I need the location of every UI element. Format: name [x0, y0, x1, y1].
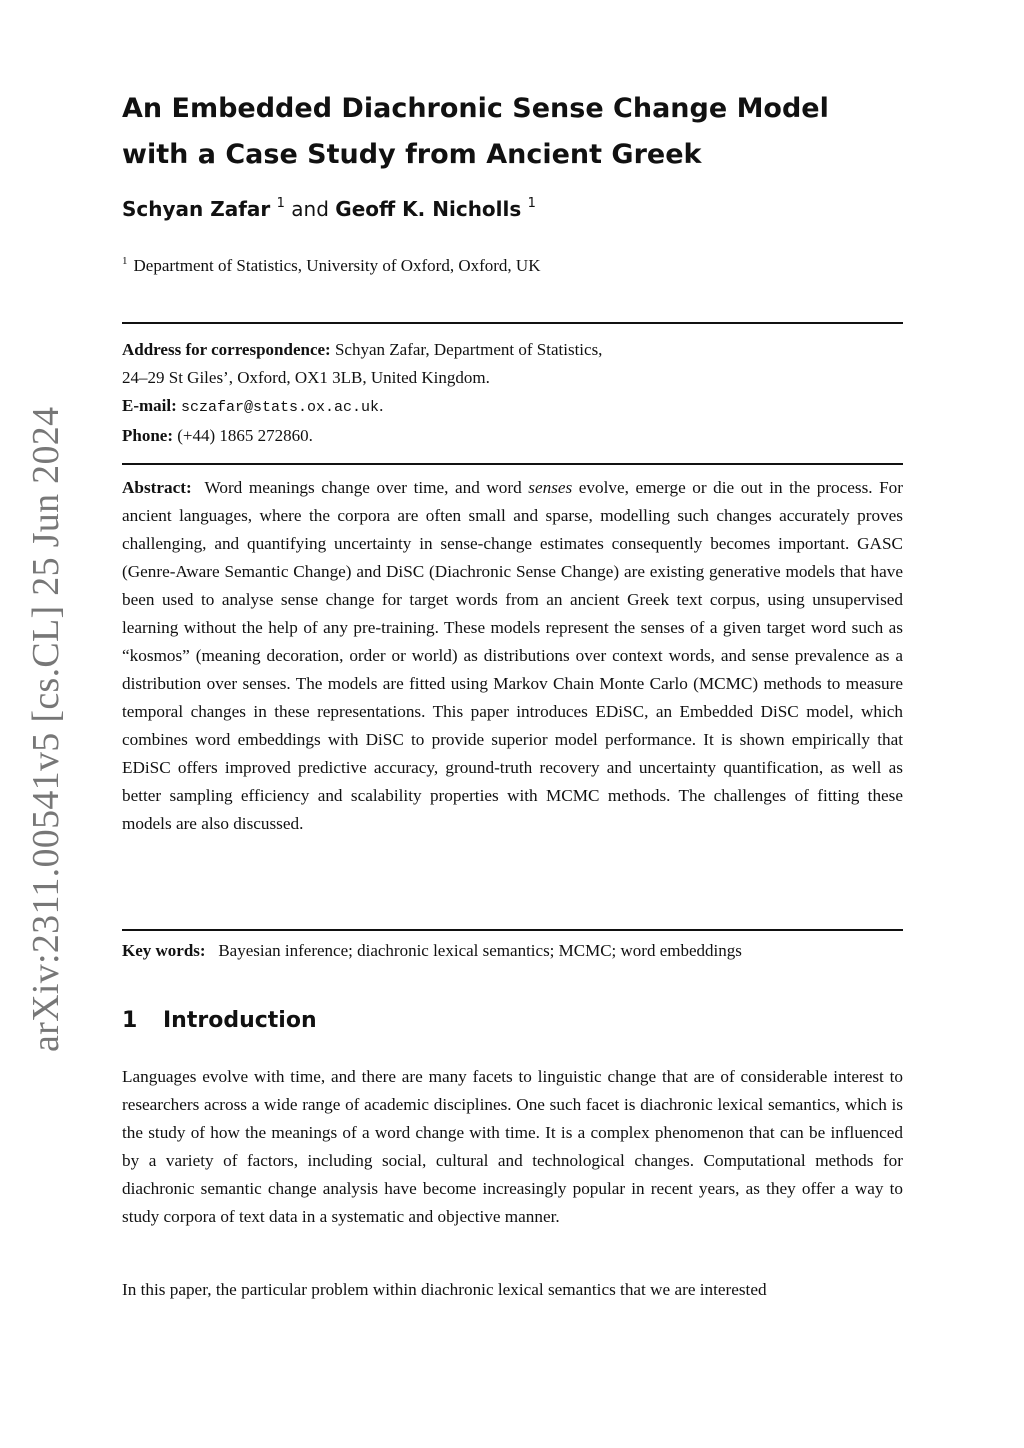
affiliation	[122, 255, 540, 276]
body-paragraph: Languages evolve with time, and there are many facets to linguistic change that are of considerable interest to researchers across a wide range of academic disciplines. One such facet is diachronic lexical semantics, which is the study of how the meanings of a word change with time. It is a complex phenomenon that can be influenced by a variety of factors, including social, cultural and technological changes. Computational methods for diachronic semantic change analysis have become increasingly popular in recent years, as they offer a way to study corpora of text data in a systematic and objective manner.	[122, 1067, 903, 1226]
phone-label: Phone:	[122, 426, 173, 445]
divider-rule	[122, 322, 903, 324]
author-list	[122, 196, 536, 221]
abstract-emphasis: senses	[528, 478, 573, 497]
keywords-label: Key words:	[122, 941, 206, 960]
keywords-text: Bayesian inference; diachronic lexical semantics; MCMC; word embeddings	[218, 941, 742, 960]
divider-rule	[122, 463, 903, 465]
abstract-label: Abstract:	[122, 478, 192, 497]
phone-number: (+44) 1865 272860.	[177, 426, 313, 445]
address-line: 24–29 St Giles’, Oxford, OX1 3LB, United Kingdom.	[122, 368, 490, 387]
keywords	[122, 941, 742, 961]
divider-rule	[122, 929, 903, 931]
abstract	[122, 474, 903, 838]
author-conjunction: and	[291, 197, 329, 221]
author-name: Schyan Zafar	[122, 197, 271, 221]
email-label: E-mail:	[122, 396, 177, 415]
section-title: Introduction	[163, 1008, 317, 1033]
affiliation-marker: 1	[122, 255, 128, 267]
address-line: Schyan Zafar, Department of Statistics,	[334, 340, 603, 359]
affiliation-marker: 1	[527, 196, 536, 211]
section-heading	[122, 1008, 317, 1033]
arxiv-identifier: arXiv:2311.00541v5 [cs.CL] 25 Jun 2024	[25, 406, 67, 1052]
section-number: 1	[122, 1008, 138, 1033]
paper-title: An Embedded Diachronic Sense Change Model with a Case Study from Ancient Greek	[122, 93, 829, 170]
email-address[interactable]: sczafar@stats.ox.ac.uk	[181, 399, 380, 416]
address-label: Address for correspondence:	[122, 340, 331, 359]
affiliation-marker: 1	[276, 196, 285, 211]
abstract-text: evolve, emerge or die out in the process. For ancient languages, where the corpora are often small and sparse, modelling such changes accurately proves challenging, and quantifying uncertainty in sense-change estimates consequently becomes important. GASC (Genre-Aware Semantic Change) and DiSC (Diachronic Sense Change) are existing generative models that have been used to analyse sense change for target words from an ancient Greek text corpus, using unsupervised learning without the help of any pre-training. These models represent the senses of a given target word such as “kosmos” (meaning decoration, order or world) as distributions over context words, and sense prevalence as a distribution over senses. The models are fitted using Markov Chain Monte Carlo (MCMC) methods to measure temporal changes in these representations. This paper introduces EDiSC, an Embedded DiSC model, which combines word embeddings with DiSC to provide superior model performance. It is shown empirically that EDiSC offers improved predictive accuracy, ground-truth recovery and uncertainty quantification, as well as better sampling efficiency and scalability properties with MCMC methods. The challenges of fitting these models are also discussed.	[122, 478, 903, 833]
author-name: Geoff K. Nicholls	[335, 197, 522, 221]
abstract-text: Word meanings change over time, and word	[204, 478, 522, 497]
affiliation-text: Department of Statistics, University of Oxford, Oxford, UK	[133, 256, 541, 275]
correspondence-block	[122, 336, 903, 450]
punctuation: .	[379, 396, 384, 415]
body-paragraph: In this paper, the particular problem within diachronic lexical semantics that we are interested	[122, 1280, 767, 1299]
